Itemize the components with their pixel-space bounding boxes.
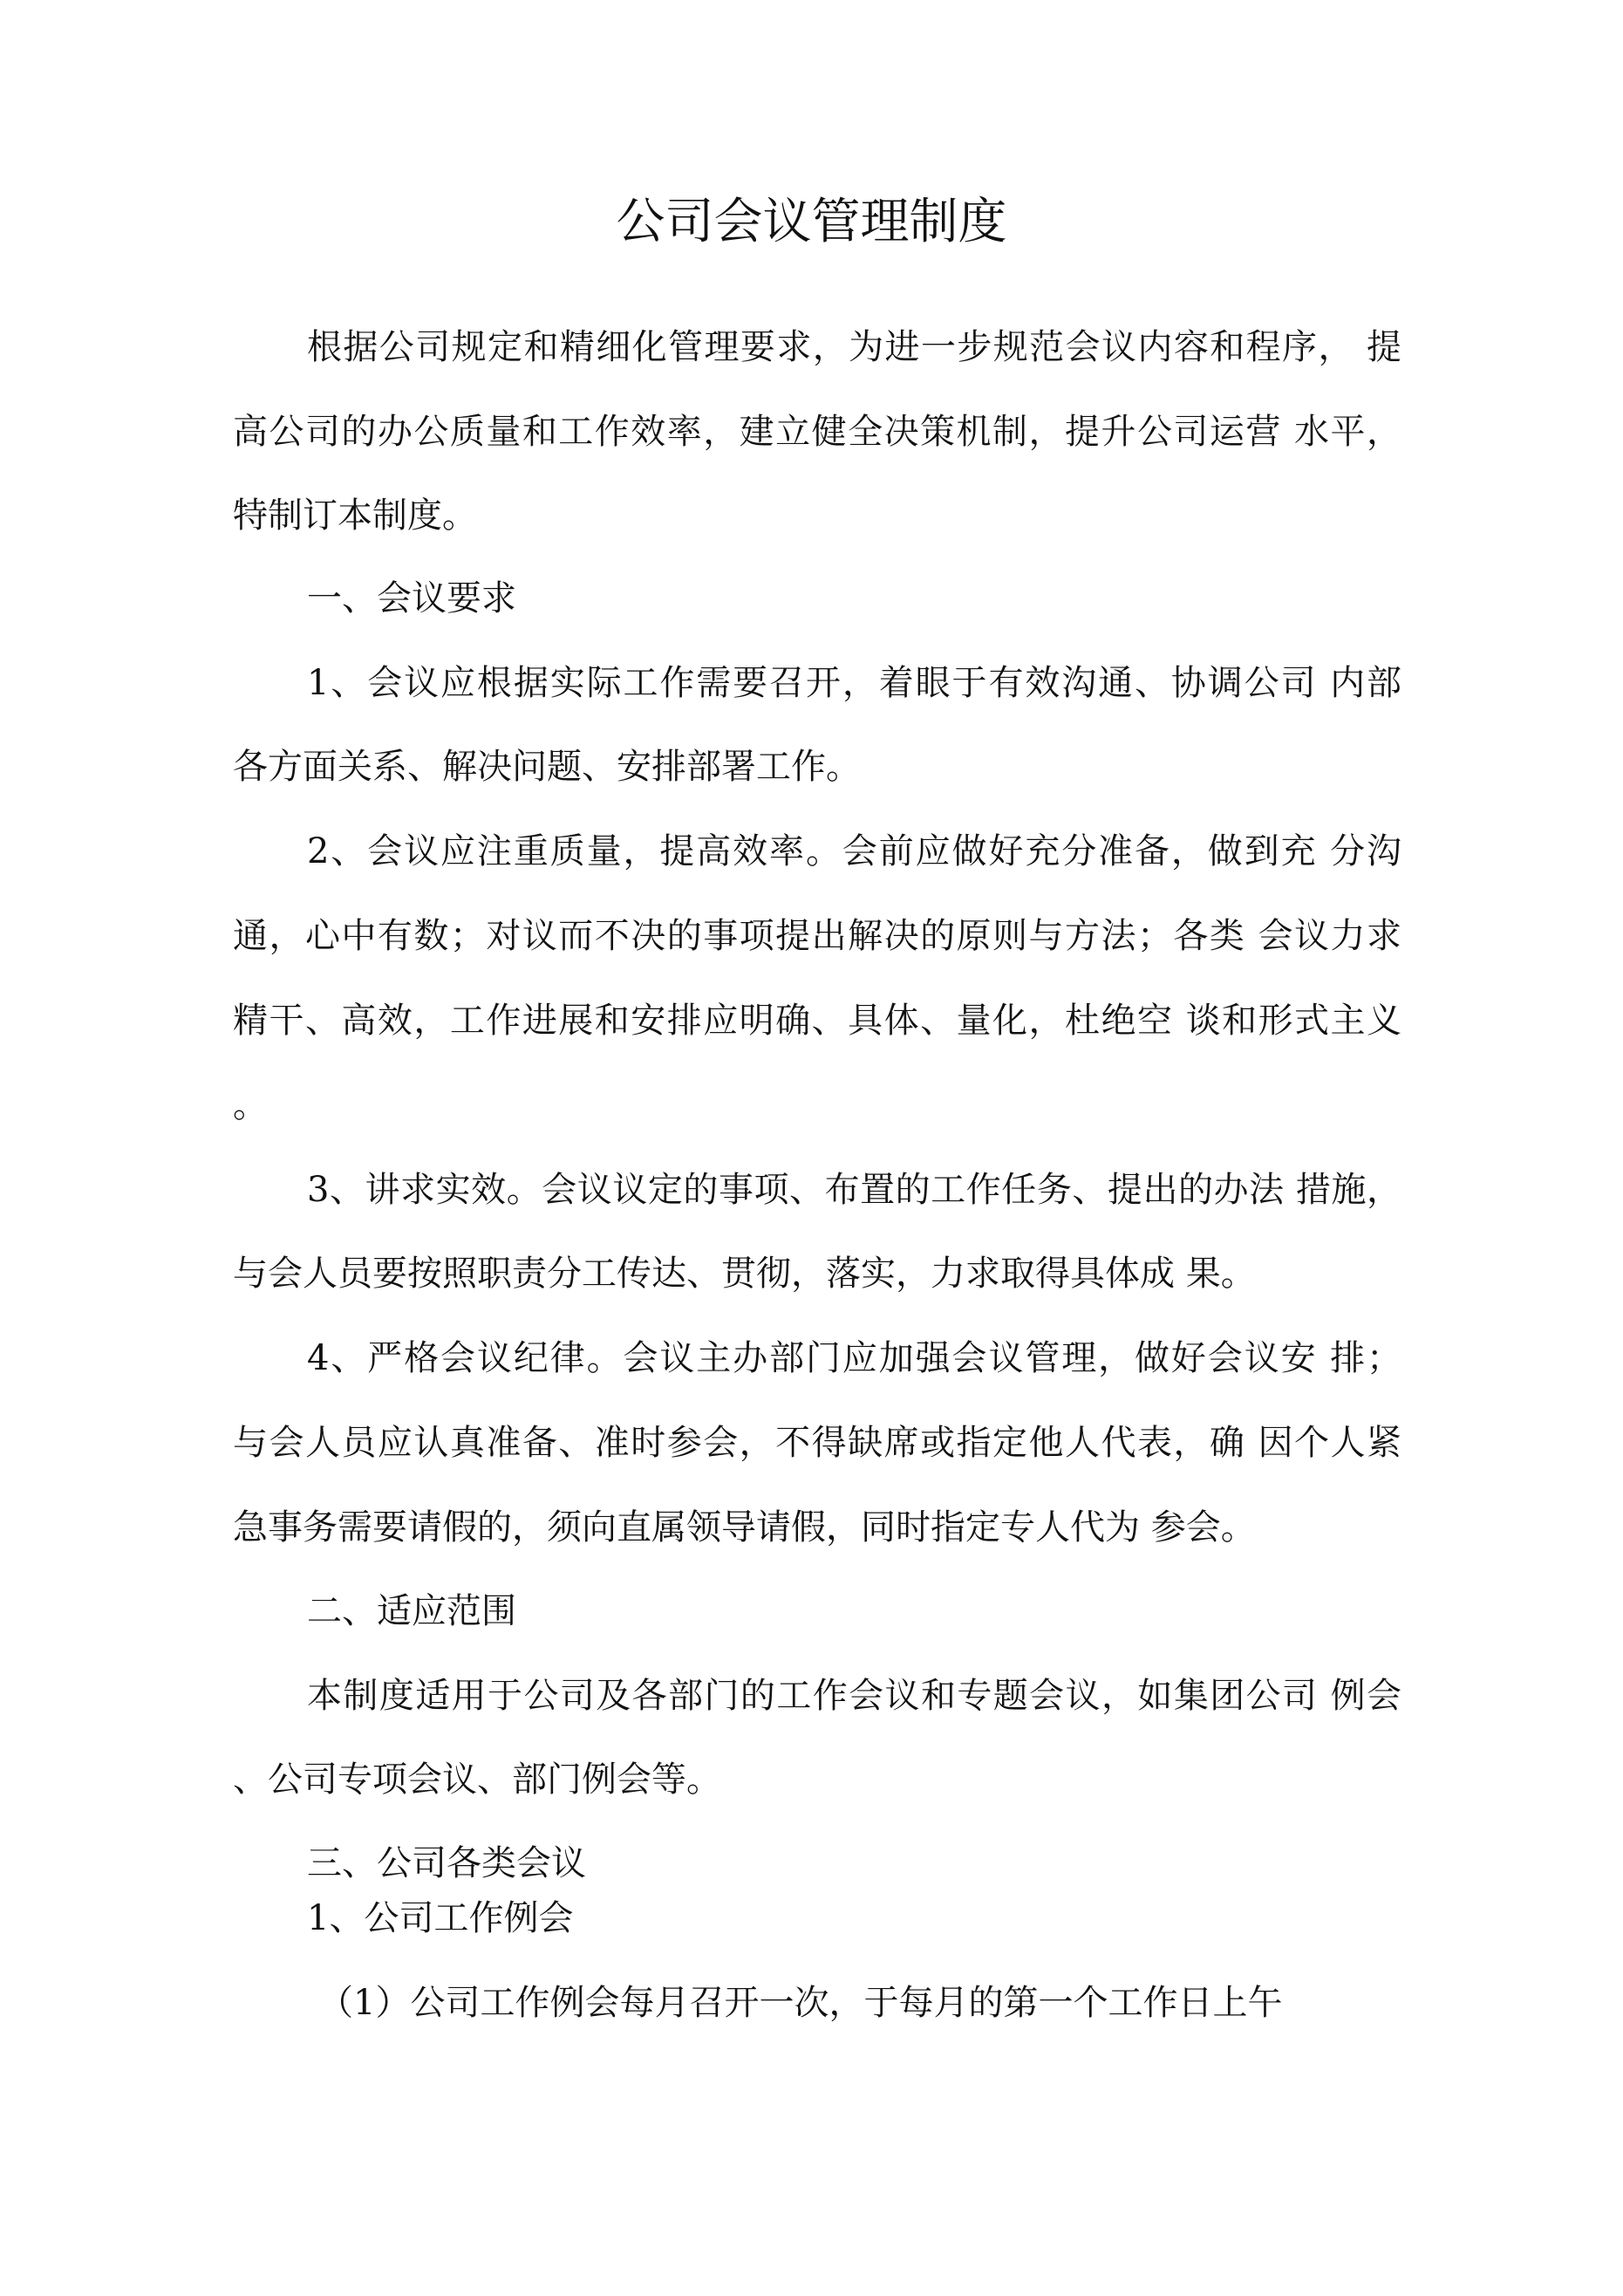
paragraph-line: 各方面关系、解决问题、安排部署工作。 <box>233 747 861 787</box>
paragraph-line: 。 <box>233 1085 268 1125</box>
paragraph-line: 2、会议应注重质量，提高效率。会前应做好充分准备，做到充 分沟 <box>307 831 1401 871</box>
section-heading: 二、适应范围 <box>307 1591 516 1631</box>
paragraph-line: 3、讲求实效。会议议定的事项、布置的工作任务、提出的办法 措施， <box>307 1170 1401 1210</box>
subsection-heading: 1、公司工作例会 <box>307 1898 574 1938</box>
paragraph-line: 与会人员应认真准备、准时参会，不得缺席或指定他人代表，确 因个人紧 <box>233 1423 1401 1463</box>
paragraph-line: 高公司的办公质量和工作效率，建立健全决策机制，提升公司运营 水平， <box>233 412 1401 452</box>
paragraph-line: 、公司专项会议、部门例会等。 <box>233 1760 721 1800</box>
section-heading: 三、公司各类会议 <box>307 1843 586 1883</box>
paragraph-line: 通，心中有数；对议而不决的事项提出解决的原则与方法；各类 会议力求 <box>233 916 1401 956</box>
paragraph-line: 与会人员要按照职责分工传达、贯彻，落实，力求取得具体成 果。 <box>233 1254 1256 1294</box>
paragraph-line: 1、会议应根据实际工作需要召开，着眼于有效沟通、协调公司 内部 <box>307 663 1401 703</box>
paragraph-line: 精干、高效，工作进展和安排应明确、具体、量化，杜绝空 谈和形式主义 <box>233 1001 1401 1041</box>
paragraph-line: 本制度适用于公司及各部门的工作会议和专题会议，如集团公司 例会 <box>307 1676 1401 1716</box>
paragraph-line: 急事务需要请假的，须向直属领导请假，同时指定专人代为 参会。 <box>233 1507 1256 1548</box>
paragraph-line: 根据公司规定和精细化管理要求，为进一步规范会议内容和程序， 提 <box>307 327 1401 367</box>
paragraph-line: （1）公司工作例会每月召开一次，于每月的第一个工作日上午 <box>318 1983 1283 2023</box>
document-title: 公司会议管理制度 <box>616 194 1007 250</box>
paragraph-line: 特制订本制度。 <box>233 495 477 536</box>
section-heading: 一、会议要求 <box>307 578 516 618</box>
paragraph-line: 4、严格会议纪律。会议主办部门应加强会议管理，做好会议安 排； <box>307 1338 1401 1378</box>
